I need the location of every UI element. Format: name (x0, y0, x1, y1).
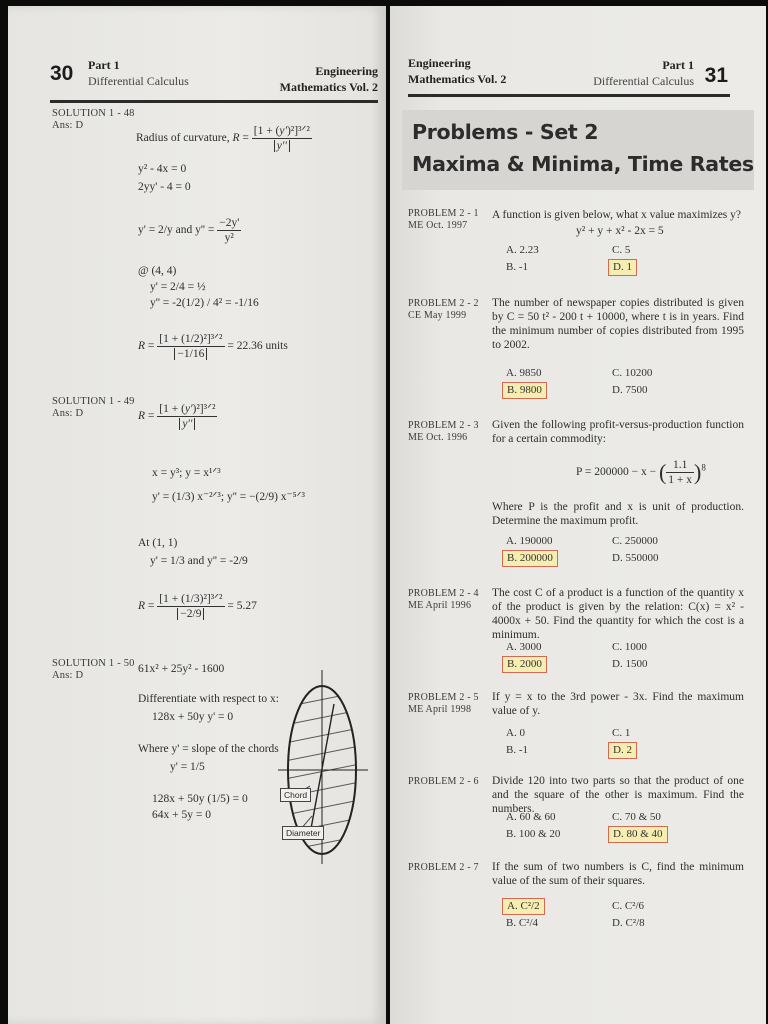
solution-label: SOLUTION 1 - 49 (52, 396, 135, 407)
option: A. 60 & 60 (506, 811, 556, 823)
section-banner (402, 110, 754, 190)
book-title-line2: Mathematics Vol. 2 (408, 72, 507, 86)
problem-id: PROBLEM 2 - 2 (408, 298, 479, 309)
problem-id: PROBLEM 2 - 1 (408, 208, 479, 219)
option: C. 10200 (612, 367, 653, 379)
option: C. 1 (612, 727, 631, 739)
differentiated-equation: 2yy' - 4 = 0 (138, 181, 191, 193)
r-den: −2/9 (177, 608, 204, 620)
option: C. C²/6 (612, 900, 645, 912)
at-point: @ (4, 4) (138, 265, 177, 277)
book-title-line1: Engineering (315, 64, 378, 78)
r-result: = 22.36 units (227, 340, 288, 353)
banner-subtitle: Maxima & Minima, Time Rates (412, 152, 754, 176)
option: A. 3000 (506, 641, 542, 653)
problem-source: ME April 1996 (408, 600, 472, 611)
derivative-values: y' = 1/3 and y'' = -2/9 (150, 555, 248, 567)
option: A. 190000 (506, 535, 553, 547)
part-label: Part 1 (88, 58, 120, 72)
right-page (390, 6, 766, 1024)
problem-text: If the sum of two numbers is C, find the minimum value of the sum of their squares. (492, 861, 744, 887)
problem-id: PROBLEM 2 - 7 (408, 862, 479, 873)
book-title-line2: Mathematics Vol. 2 (279, 80, 378, 94)
curvature-formula: R = $\frac{\text{[1 + (y')²]³ᐟ²}}{y''}$ (138, 403, 216, 430)
derivatives-equation (138, 216, 241, 245)
equation-left: P = 200000 − x − (576, 466, 657, 479)
highlighted-answer: D. 2 (608, 742, 637, 759)
option: B. -1 (506, 261, 528, 273)
problem-id: PROBLEM 2 - 4 (408, 588, 479, 599)
left-page (8, 6, 386, 1024)
problem-text-continued: Where P is the profit and x is unit of production. Determine the maximum profit. (492, 501, 744, 527)
problem-source: ME Oct. 1996 (408, 432, 468, 443)
option: C. 1000 (612, 641, 647, 653)
problem-text: A function is given below, what x value maximizes y? (492, 209, 742, 221)
problem-text: If y = x to the 3rd power - 3x. Find the maximum value of y. (492, 691, 744, 717)
radius-result: R = $\frac{\text{[1 + (1/2)²]³ᐟ²}}{-1/16}$ = 22.36 units (138, 333, 288, 360)
highlighted-answer: A. C²/2 (502, 898, 545, 915)
substituted-equation: 128x + 50y (1/5) = 0 (152, 793, 248, 805)
option: D. 1500 (612, 658, 648, 670)
option: A. 0 (506, 727, 525, 739)
highlighted-answer: B. 9800 (502, 382, 547, 399)
highlighted-answer: B. 2000 (502, 656, 547, 673)
problem-source: CE May 1999 (408, 310, 467, 321)
slope-value: y' = 1/5 (170, 761, 205, 773)
equation-exponent: 8 (701, 462, 706, 473)
section-label: Differential Calculus (593, 74, 694, 88)
problem-text: The number of newspaper copies distributed is given by C = 50 t² - 200 t + 10000, where t is in years. Find the minimum number of copies distributed from 1995 to 2002. (492, 297, 744, 351)
derivs-left: y' = 2/y and y'' = (138, 224, 215, 237)
diameter-label: Diameter (282, 826, 324, 840)
derivs-num: −2y' (219, 217, 240, 229)
solution-answer: Ans: D (52, 120, 84, 131)
option: D. C²/8 (612, 917, 645, 929)
yprime-value: y' = 2/4 = ½ (150, 281, 206, 293)
option: B. 100 & 20 (506, 828, 561, 840)
solution-label: SOLUTION 1 - 48 (52, 108, 135, 119)
option: D. 7500 (612, 384, 648, 396)
radius-text: Radius of curvature, (136, 132, 230, 145)
problem-source: ME April 1998 (408, 704, 472, 715)
header-rule (408, 94, 730, 97)
given-equation: y² - 4x = 0 (138, 163, 187, 175)
radius-result: R = $\frac{\text{[1 + (1/3)²]³ᐟ²}}{-2/9}$ = 5.27 (138, 593, 257, 620)
problem-id: PROBLEM 2 - 5 (408, 692, 479, 703)
where-text: Where y' = slope of the chords (138, 743, 279, 755)
option: D. 550000 (612, 552, 659, 564)
option: A. 2.23 (506, 244, 539, 256)
problem-text: Divide 120 into two parts so that the product of one and the square of the other is maximum. Find the numbers. (492, 775, 744, 815)
problem-text: Given the following profit-versus-production function for a certain commodity: (492, 419, 744, 445)
curvature-formula: Radius of curvature, R = $\frac{\text{[1 + (y')²]³ᐟ²}}{y''}$ (136, 125, 310, 152)
problem-id: PROBLEM 2 - 6 (408, 776, 479, 787)
at-point: At (1, 1) (138, 537, 178, 549)
option: B. C²/4 (506, 917, 539, 929)
page-number: 30 (50, 62, 74, 85)
highlighted-answer: D. 80 & 40 (608, 826, 668, 843)
r-result: = 5.27 (227, 600, 257, 613)
solution-label: SOLUTION 1 - 50 (52, 658, 135, 669)
part-label: Part 1 (662, 58, 694, 72)
chord-label: Chord (280, 788, 311, 802)
curve-equation: x = y³; y = x¹ᐟ³ (152, 467, 221, 479)
differentiate-instruction: Differentiate with respect to x: (138, 693, 279, 705)
problem-text: The cost C of a product is a function of the quantity x of the product is given by the relation: C(x) = x² - 4000x + 50. Find the quantity for which the cost is a minimum. (492, 587, 744, 641)
result-equation: 64x + 5y = 0 (152, 809, 211, 821)
ydouble-value: y'' = -2(1/2) / 4² = -1/16 (150, 297, 259, 309)
r-num: [1 + (1/3)²]³ᐟ² (159, 593, 223, 605)
page-number: 31 (704, 64, 728, 87)
derivatives-equation: y' = (1/3) x⁻²ᐟ³; y'' = −(2/9) x⁻⁵ᐟ³ (152, 491, 305, 503)
option: C. 5 (612, 244, 631, 256)
option: C. 250000 (612, 535, 658, 547)
highlighted-answer: D. 1 (608, 259, 637, 276)
r-den: −1/16 (174, 348, 207, 360)
problem-id: PROBLEM 2 - 3 (408, 420, 479, 431)
problem-source: ME Oct. 1997 (408, 220, 468, 231)
header-rule (50, 100, 378, 103)
section-label: Differential Calculus (88, 74, 189, 88)
banner-title: Problems - Set 2 (412, 120, 599, 144)
ellipse-equation: 61x² + 25y² - 1600 (138, 663, 225, 675)
option: C. 70 & 50 (612, 811, 661, 823)
problem-equation: y² + y + x² - 2x = 5 (576, 225, 664, 237)
book-title-line1: Engineering (408, 56, 471, 70)
equation-den: 1 + x (668, 474, 693, 486)
option: A. 9850 (506, 367, 542, 379)
r-num: [1 + (1/2)²]³ᐟ² (159, 333, 223, 345)
equation-num: 1.1 (666, 458, 694, 473)
differentiated-equation: 128x + 50y y' = 0 (152, 711, 234, 723)
solution-answer: Ans: D (52, 408, 84, 419)
derivs-den: y² (224, 232, 234, 244)
profit-equation: P = 200000 − x − ( $\frac{1.1}{1 + x}$ )$^8$ (576, 459, 706, 486)
highlighted-answer: B. 200000 (502, 550, 558, 567)
solution-answer: Ans: D (52, 670, 84, 681)
option: B. -1 (506, 744, 528, 756)
